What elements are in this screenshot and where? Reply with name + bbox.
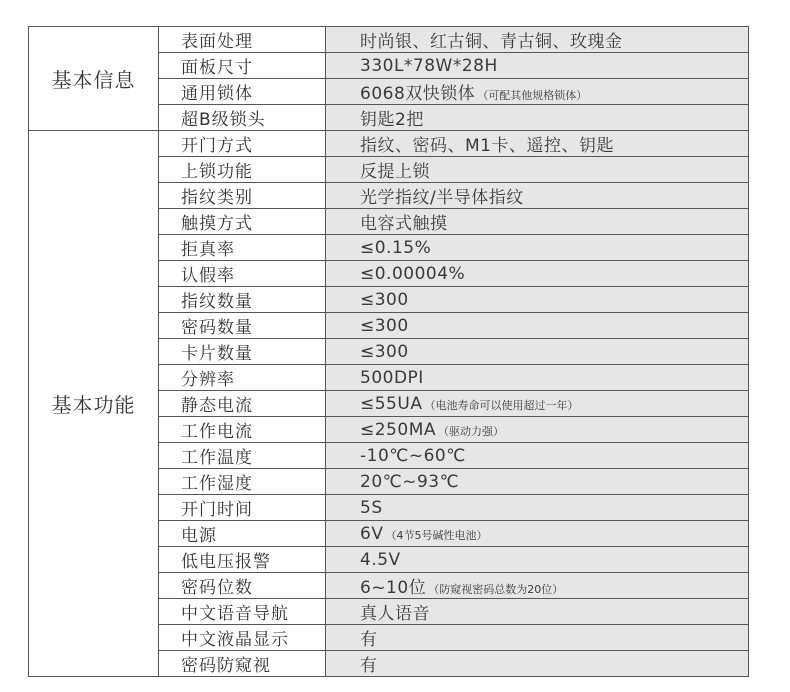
spec-value-cell (326, 209, 749, 235)
spec-value-cell (326, 157, 749, 183)
spec-label: 指纹类别 (159, 183, 326, 209)
spec-label: 上锁功能 (159, 157, 326, 183)
spec-value: 6V (360, 523, 384, 544)
spec-label: 认假率 (159, 261, 326, 287)
spec-value-cell (326, 53, 749, 79)
spec-value-cell (326, 339, 749, 365)
spec-value-cell (326, 625, 749, 651)
spec-value: 500DPI (360, 367, 424, 388)
spec-note: （驱动力强） (438, 424, 504, 438)
spec-value: 5S (360, 497, 383, 518)
spec-note: （4节5号碱性电池） (385, 528, 488, 542)
spec-label: 开门时间 (159, 495, 326, 521)
spec-value: 光学指纹/半导体指纹 (360, 188, 524, 208)
spec-value-cell (326, 443, 749, 469)
spec-label: 超B级锁头 (159, 105, 326, 131)
spec-value-cell (326, 573, 749, 599)
spec-value: ≤0.15% (360, 237, 432, 258)
spec-value: 有 (360, 656, 378, 676)
section-title: 基本信息 (29, 27, 159, 131)
spec-label: 密码位数 (159, 573, 326, 599)
section-title: 基本功能 (29, 131, 159, 677)
spec-label: 卡片数量 (159, 339, 326, 365)
spec-value-cell (326, 495, 749, 521)
spec-label: 面板尺寸 (159, 53, 326, 79)
spec-label: 工作温度 (159, 443, 326, 469)
spec-note: （防窥视密码总数为20位） (428, 583, 564, 596)
spec-value: 6~10位 (360, 578, 427, 598)
spec-value-cell (326, 651, 749, 677)
spec-value: 有 (360, 630, 378, 650)
spec-value-cell (326, 521, 749, 547)
spec-value: 指纹、密码、M1卡、遥控、钥匙 (360, 136, 614, 156)
spec-value: ≤250MA (360, 419, 436, 440)
spec-value-cell (326, 183, 749, 209)
spec-body (29, 27, 749, 677)
spec-value-cell (326, 79, 749, 105)
spec-value-cell (326, 469, 749, 495)
spec-label: 电源 (159, 521, 326, 547)
spec-value: 反提上锁 (360, 162, 430, 182)
spec-label: 中文语音导航 (159, 599, 326, 625)
spec-value: 钥匙2把 (360, 110, 424, 130)
spec-value: ≤300 (360, 315, 409, 336)
spec-value-cell (326, 391, 749, 417)
spec-value-cell (326, 131, 749, 157)
spec-label: 密码数量 (159, 313, 326, 339)
spec-value-cell (326, 547, 749, 573)
spec-row (29, 131, 749, 157)
spec-value: ≤300 (360, 289, 409, 310)
spec-value: ≤300 (360, 341, 409, 362)
spec-value-cell (326, 313, 749, 339)
spec-note: （可配其他规格锁体） (477, 89, 588, 102)
spec-value: 真人语音 (360, 604, 430, 624)
spec-value: ≤0.00004% (360, 263, 466, 284)
spec-label: 通用锁体 (159, 79, 326, 105)
spec-value: 时尚银、红古铜、青古铜、玫瑰金 (360, 32, 623, 52)
spec-label: 触摸方式 (159, 209, 326, 235)
spec-value-cell (326, 417, 749, 443)
spec-note: （电池寿命可以使用超过一年） (424, 398, 579, 412)
spec-value-cell (326, 365, 749, 391)
spec-value: 330L*78W*28H (360, 55, 498, 76)
spec-label: 低电压报警 (159, 547, 326, 573)
spec-value-cell (326, 599, 749, 625)
spec-label: 工作湿度 (159, 469, 326, 495)
spec-row (29, 27, 749, 53)
spec-label: 工作电流 (159, 417, 326, 443)
spec-label: 分辨率 (159, 365, 326, 391)
spec-table (28, 26, 749, 677)
spec-label: 指纹数量 (159, 287, 326, 313)
spec-label: 密码防窥视 (159, 651, 326, 677)
spec-value-cell (326, 235, 749, 261)
spec-value-cell (326, 261, 749, 287)
spec-label: 中文液晶显示 (159, 625, 326, 651)
spec-value-cell (326, 105, 749, 131)
spec-value: -10℃~60℃ (360, 445, 466, 466)
spec-label: 表面处理 (159, 27, 326, 53)
spec-label: 拒真率 (159, 235, 326, 261)
spec-value: 电容式触摸 (360, 214, 448, 234)
spec-value: 4.5V (360, 549, 401, 570)
spec-value: 6068双快锁体 (360, 84, 476, 104)
spec-value-cell (326, 287, 749, 313)
spec-value: ≤55UA (360, 393, 423, 414)
spec-value: 20℃~93℃ (360, 471, 460, 492)
spec-value-cell (326, 27, 749, 53)
spec-label: 开门方式 (159, 131, 326, 157)
spec-label: 静态电流 (159, 391, 326, 417)
